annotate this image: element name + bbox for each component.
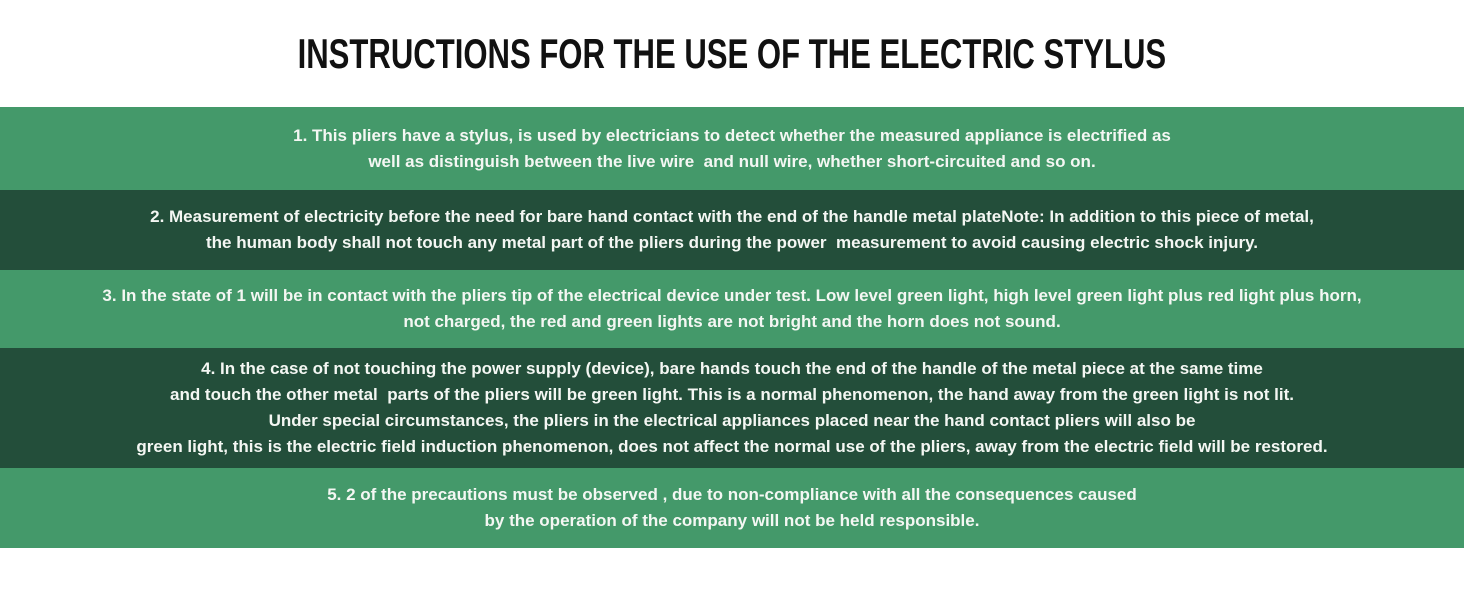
instruction-band-4 [0, 348, 1464, 468]
instruction-line: 3. In the state of 1 will be in contact with the pliers tip of the electrical device under test. Low level green light, high level green light plus red light plus horn, [102, 286, 1362, 305]
instruction-band-5 [0, 468, 1464, 548]
bottom-whitespace [0, 548, 1464, 600]
instruction-line: the human body shall not touch any metal part of the pliers during the power measurement to avoid causing electric shock injury. [206, 233, 1258, 252]
page-title: INSTRUCTIONS FOR THE USE OF THE ELECTRIC STYLUS [297, 29, 1167, 77]
instruction-line: 2. Measurement of electricity before the need for bare hand contact with the end of the handle metal plateNote: In addition to this piece of metal, [150, 207, 1314, 226]
instruction-band-1 [0, 107, 1464, 190]
instruction-line: Under special circumstances, the pliers in the electrical appliances placed near the hand contact pliers will also be [268, 411, 1196, 430]
instruction-line: 5. 2 of the precautions must be observed , due to non-compliance with all the consequences caused [327, 485, 1137, 504]
instruction-line: by the operation of the company will not be held responsible. [484, 511, 980, 530]
instruction-line: 4. In the case of not touching the power supply (device), bare hands touch the end of the handle of the metal piece at the same time [201, 359, 1263, 378]
instruction-band-2 [0, 190, 1464, 270]
instruction-line: and touch the other metal parts of the pliers will be green light. This is a normal phenomenon, the hand away from the green light is not lit. [169, 385, 1295, 404]
instruction-line: not charged, the red and green lights are not bright and the horn does not sound. [403, 312, 1061, 331]
instruction-line: green light, this is the electric field induction phenomenon, does not affect the normal use of the pliers, away from the electric field will be restored. [136, 437, 1328, 456]
instruction-line: 1. This pliers have a stylus, is used by electricians to detect whether the measured appliance is electrified as [293, 125, 1171, 145]
instruction-line: well as distinguish between the live wire and null wire, whether short-circuited and so on. [368, 151, 1096, 171]
title-area [0, 0, 1464, 107]
instruction-band-3 [0, 270, 1464, 348]
